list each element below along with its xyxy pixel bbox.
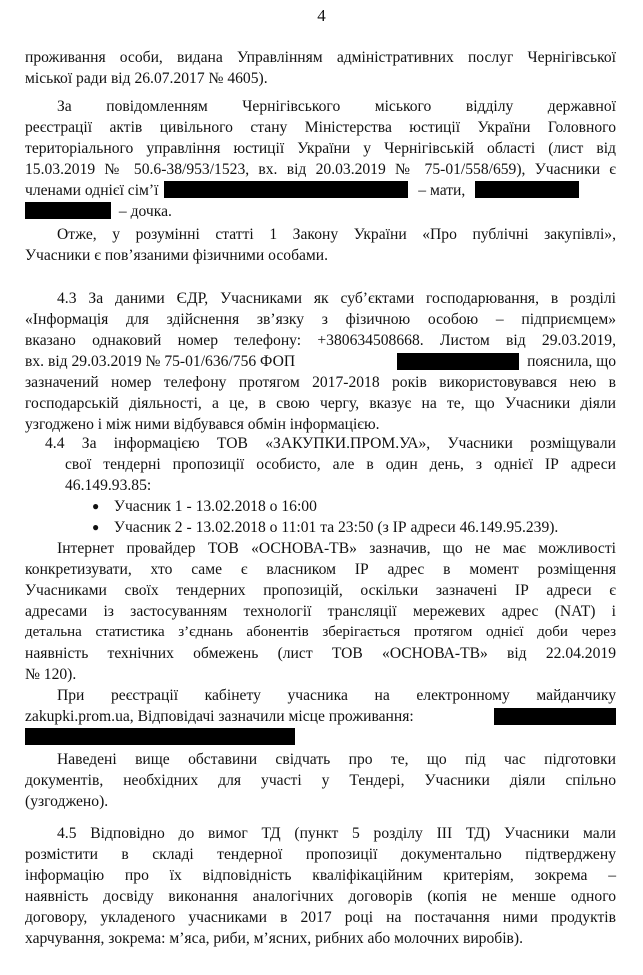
text-line [25, 180, 616, 201]
text-line [25, 351, 616, 372]
text-line: конкретизувати, хто саме є власником ІР адрес в момент розміщення [25, 561, 616, 578]
text-line: Учасники є пов’язаними фізичними особами. [25, 247, 329, 264]
page-number: 4 [317, 6, 326, 25]
text-line: наявність досвіду виконання аналогічних договорів (копія не менше одного [25, 888, 616, 905]
redaction-block [25, 202, 111, 219]
redaction-block [164, 181, 408, 198]
list-item-text: Учасник 1 - 13.02.2018 о 16:00 [113, 498, 317, 515]
paragraph-registration [25, 685, 616, 748]
text-fragment: пояснила, що [527, 353, 616, 370]
text-line: міської ради від 26.07.2017 № 4605). [25, 70, 268, 87]
redaction-block [494, 708, 616, 725]
text-line: 15.03.2019 № 50.6-38/953/1523, вх. від 20.03.2019 № 75-01/558/659), Учасники є [25, 161, 616, 178]
redaction-block [397, 353, 519, 370]
bullet-list [92, 496, 616, 538]
bullet-icon: ● [92, 520, 100, 534]
text-line: При реєстрації кабінету учасника на електронному майданчику [57, 687, 616, 704]
section-4-4 [45, 433, 616, 496]
text-line: свої тендерні пропозиції особисто, але в один день, з однієї ІР адреси [65, 456, 616, 473]
text-line: Учасниками своїх тендерних пропозицій, оскільки зазначені ІР адреси є [25, 582, 616, 599]
text-line [25, 201, 616, 222]
paragraph-registry [25, 96, 616, 222]
text-line: проживання особи, видана Управлінням адміністративних послуг Чернігівської [25, 49, 616, 66]
text-line: харчування, зокрема: м’яса, риби, м’ясних, рибних або молочних виробів). [25, 930, 523, 947]
text-line: інформацію про їх відповідність кваліфікаційним критеріям, зокрема – [25, 867, 616, 884]
text-line: детальна статистика з’єднань абонентів зберігається протягом однієї доби через [25, 624, 616, 640]
text-line: За повідомленням Чернігівського міського відділу державної [57, 98, 616, 115]
section-4-3 [25, 288, 616, 435]
list-item [92, 517, 616, 538]
text-line: наявність технічних обмежень (лист ТОВ «ОСНОВА-ТВ» від 22.04.2019 [25, 645, 616, 662]
section-4-5 [25, 823, 616, 949]
paragraph-residence [25, 47, 616, 89]
bullet-icon: ● [92, 499, 100, 513]
text-line: реєстрації актів цивільного стану Міністерства юстиції України Головного [25, 119, 616, 136]
text-line: 4.5 Відповідно до вимог ТД (пункт 5 розділу ІІІ ТД) Учасники мали [57, 825, 616, 842]
text-line: 4.4 За інформацією ТОВ «ЗАКУПКИ.ПРОМ.УА», Учасники розміщували [45, 435, 616, 452]
text-line: Наведені вище обставини свідчать про те, що під час підготовки [57, 751, 616, 768]
text-line [25, 727, 616, 748]
text-line: № 120). [25, 666, 77, 683]
text-fragment: – дочка. [118, 203, 172, 220]
text-line: господарській діяльності, а це, в свою чергу, вказує на те, що Учасники діяли [25, 395, 616, 412]
text-line: узгоджено і між ними відбувався обмін інформацією. [25, 416, 380, 433]
text-fragment: – мати, [418, 182, 466, 199]
text-fragment: zakupki.prom.ua, Відповідачі зазначили місце проживання: [25, 708, 414, 725]
text-line: територіального управління юстиції України у Чернігівській області (лист від [25, 140, 616, 157]
text-fragment: членами однієї сім’ї [25, 182, 159, 199]
text-fragment: вх. від 29.03.2019 № 75-01/636/756 ФОП [25, 353, 296, 370]
text-line: розмістити в складі тендерної пропозиції документально підтверджену [25, 846, 616, 863]
text-line: договору, укладеного учасниками в 2017 році на постачання ними продуктів [25, 909, 616, 926]
text-line [25, 706, 616, 727]
paragraph-conclusion [25, 224, 616, 266]
text-line: 46.149.93.85: [65, 477, 152, 494]
paragraph-provider [25, 538, 616, 685]
list-item-text: Учасник 2 - 13.02.2018 о 11:01 та 23:50 (з ІР адреси 46.149.95.239). [113, 519, 559, 536]
paragraph-circumstances [25, 749, 616, 812]
text-line: адресами із застосуванням технології трансляції мережевих адрес (NAT) і [25, 603, 616, 620]
text-line: Інтернет провайдер ТОВ «ОСНОВА-ТВ» зазначив, що не має можливості [57, 540, 616, 557]
text-line: «Інформація для здійснення зв’язку з фізичною особою – підприємцем» [25, 311, 616, 328]
text-line: (узгоджено). [25, 793, 109, 810]
redaction-block [25, 728, 295, 745]
redaction-block [475, 181, 579, 198]
text-line: зазначений номер телефону протягом 2017-2018 років використовувався нею в [25, 374, 616, 391]
text-line: вказано однаковий номер телефону: +380634508668. Листом від 29.03.2019, [25, 332, 616, 349]
list-item [92, 496, 616, 517]
text-line: Отже, у розумінні статті 1 Закону України «Про публічні закупівлі», [57, 226, 616, 243]
text-line: документів, необхідних для участі у Тендері, Учасники діяли спільно [25, 772, 616, 789]
text-line: 4.3 За даними ЄДР, Учасниками як суб’єктами господарювання, в розділі [57, 290, 616, 307]
